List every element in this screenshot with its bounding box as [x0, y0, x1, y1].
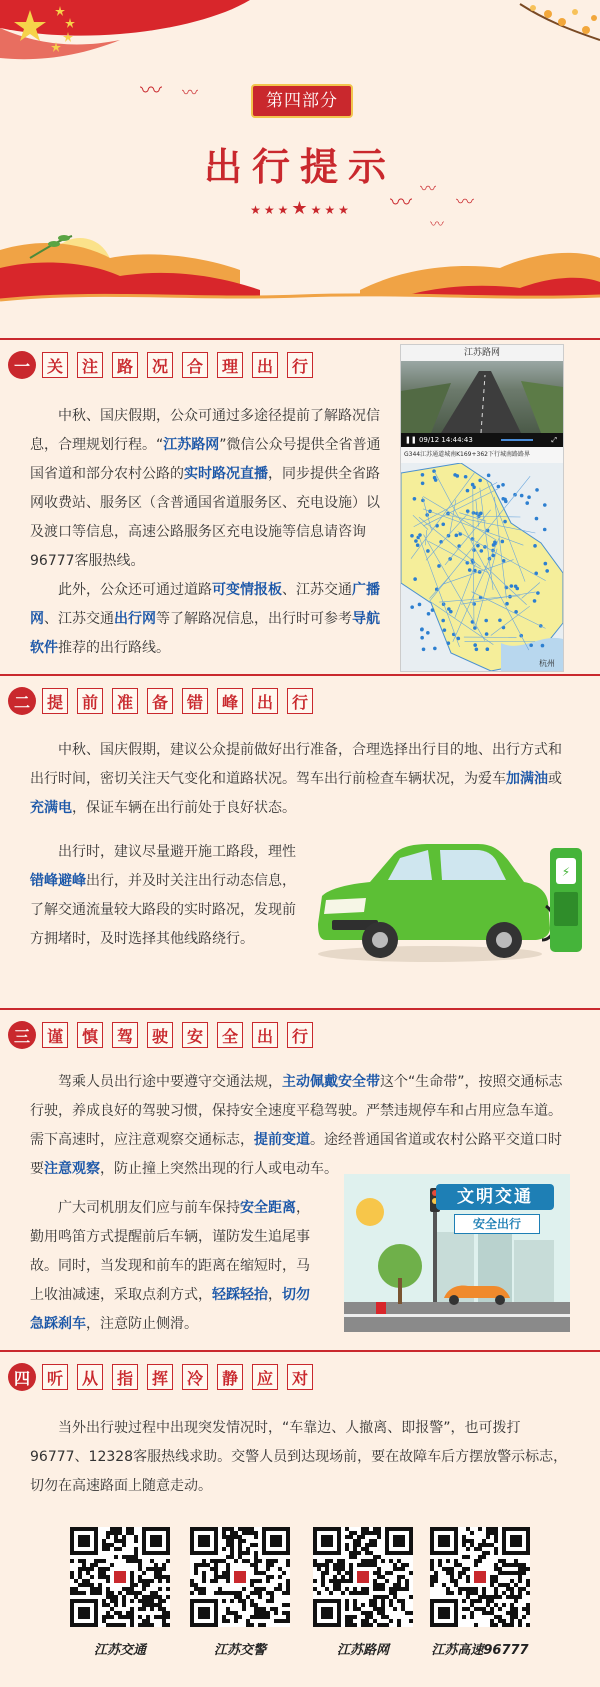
section-heading: [8, 686, 322, 716]
highlight-text: 广播网: [30, 582, 380, 627]
section-heading: [8, 1362, 322, 1392]
highlight-text: 可变情报板: [212, 582, 282, 598]
paragraph: 当外出行驶过程中出现突发情况时，“车靠边、人撤离、即报警”，也可拨打96777、12328客服热线求助。交警人员到达现场前，要在故障车后方摆放警示标志，切勿在高速路面上随意走动。: [30, 1420, 568, 1494]
heading-char: 错: [182, 688, 208, 714]
paragraph: 广大司机朋友们应与前车保持安全距离，勤用鸣笛方式提醒前后车辆，谨防发生追尾事故。同时，当发现和前车的距离在缩短时，马上收油减速，采取点刹方式，轻踩轻抬，切勿急踩刹车，注意防止侧滑。: [30, 1200, 310, 1332]
heading-char: 驶: [147, 1022, 173, 1048]
page-title: 出行提示: [203, 145, 396, 189]
heading-char: 出: [252, 1022, 278, 1048]
qr-label: 江苏交通: [93, 1643, 146, 1658]
heading-char: 指: [112, 1364, 138, 1390]
bird-icon: 〰: [420, 179, 437, 198]
svg-text:⚡: ⚡: [561, 865, 571, 879]
pause-icon[interactable]: ❚❚: [405, 436, 417, 444]
heading-char: 行: [287, 352, 313, 378]
heading-char: 驾: [112, 1022, 138, 1048]
heading-char: 关: [42, 352, 68, 378]
heading-char: 行: [287, 1022, 313, 1048]
phone-screenshot: [400, 344, 564, 672]
heading-char: 从: [77, 1364, 103, 1390]
decorative-stars: ★★★★★★★: [250, 198, 352, 219]
paragraph: 驾乘人员出行途中要遵守交通法规，主动佩戴安全带这个“生命带”，按照交通标志行驶，养成良好的驾驶习惯，保持安全速度平稳驾驶。严禁违规停车和占用应急车道。需下高速时，应注意观察交通标志，提前变道。途经普通国省道或农村公路平交道口时要注意观察，防止撞上突然出现的行人或电动车。: [30, 1074, 563, 1177]
heading-char: 应: [252, 1364, 278, 1390]
highlight-text: 安全距离: [240, 1200, 296, 1216]
heading-char: 谨: [42, 1022, 68, 1048]
video-caption: G344江苏通道城南K169+362下行城南路路界: [401, 447, 563, 463]
paragraph: 中秋、国庆假期，建议公众提前做好出行准备，合理选择出行目的地、出行方式和出行时间，密切关注天气变化和道路状况。驾车出行前检查车辆状况，为爱车加满油或充满电，保证车辆在出行前处于良好状态。: [30, 742, 562, 816]
section-stagger-travel: [0, 674, 600, 1010]
live-video: [401, 361, 563, 433]
section-heading-chars: [42, 352, 322, 378]
highlight-text: 出行网: [114, 611, 156, 627]
paragraph: 中秋、国庆假期，公众可通过多途径提前了解路况信息，合理规划行程。“江苏路网”微信公众号提供全省普通国省道和部分农村公路的实时路况直播，同步提供全省路网收费站、服务区（含普通国省道服务区、充电设施）以及渡口等信息，高速公路服务区充电设施等信息请咨询96777客服热线。: [30, 408, 381, 569]
highlight-text: 充满电: [30, 800, 72, 816]
heading-char: 路: [112, 352, 138, 378]
section-heading-chars: [42, 688, 322, 714]
bird-icon: 〰: [390, 191, 413, 216]
fullscreen-icon[interactable]: ⤢: [551, 436, 557, 444]
app-title: 江苏路网: [401, 345, 563, 361]
qr-label: 江苏高速96777: [431, 1643, 529, 1658]
heading-char: 峰: [217, 688, 243, 714]
heading-char: 备: [147, 688, 173, 714]
highlight-text: 主动佩戴安全带: [282, 1074, 380, 1090]
qr-code-icon[interactable]: [70, 1527, 170, 1627]
section-heading-chars: [42, 1364, 322, 1390]
section-number: 三: [8, 1021, 36, 1049]
highlight-text: 江苏路网: [163, 437, 220, 453]
poster-subtitle: 安全出行: [454, 1214, 540, 1234]
paragraph: 此外，公众还可通过道路可变情报板、江苏交通广播网、江苏交通出行网等了解路况信息，出行时可参考导航软件推荐的出行路线。: [30, 582, 380, 656]
section-number: 四: [8, 1363, 36, 1391]
highlight-text: 实时路况直播: [184, 466, 268, 482]
heading-char: 对: [287, 1364, 313, 1390]
volume-slider[interactable]: [501, 439, 533, 441]
heading-char: 听: [42, 1364, 68, 1390]
highlight-text: 加满油: [506, 771, 548, 787]
section-road-conditions: [0, 338, 600, 676]
heading-char: 准: [112, 688, 138, 714]
heading-char: 提: [42, 688, 68, 714]
qr-label: 江苏交警: [213, 1643, 266, 1658]
section-number: 二: [8, 687, 36, 715]
heading-char: 安: [182, 1022, 208, 1048]
highlight-text: 切勿急踩刹车: [30, 1287, 310, 1332]
highlight-text: 错峰避峰: [30, 873, 86, 889]
poster-title: 文明交通: [436, 1184, 554, 1210]
highlight-text: 注意观察: [44, 1161, 100, 1177]
bird-icon: 〰: [430, 217, 444, 233]
qr-label: 江苏路网: [336, 1643, 389, 1658]
heading-char: 行: [287, 688, 313, 714]
heading-char: 前: [77, 688, 103, 714]
section-follow-command: [0, 1350, 600, 1687]
part-label: 第四部分: [251, 84, 353, 118]
bird-icon: 〰: [182, 83, 199, 102]
heading-char: 挥: [147, 1364, 173, 1390]
heading-char: 出: [252, 688, 278, 714]
traffic-safety-poster: [344, 1174, 570, 1332]
road-network-map[interactable]: [401, 463, 563, 671]
section-heading: [8, 350, 322, 380]
qr-code-icon[interactable]: [313, 1527, 413, 1627]
highlight-text: 轻踩轻抬: [212, 1287, 268, 1303]
heading-char: 全: [217, 1022, 243, 1048]
qr-code-icon[interactable]: [430, 1527, 530, 1627]
header-banner: [0, 0, 600, 340]
map-city-label: 杭州: [539, 659, 555, 668]
heading-char: 理: [217, 352, 243, 378]
heading-char: 合: [182, 352, 208, 378]
heading-char: 静: [217, 1364, 243, 1390]
heading-char: 况: [147, 352, 173, 378]
bird-icon: 〰: [456, 192, 474, 213]
heading-char: 出: [252, 352, 278, 378]
section-number: 一: [8, 351, 36, 379]
qr-code-icon[interactable]: [190, 1527, 290, 1627]
electric-car-illustration: [310, 836, 590, 976]
heading-char: 注: [77, 352, 103, 378]
video-time: 09/12 14:44:43: [418, 436, 473, 444]
highlight-text: 提前变道: [254, 1132, 310, 1148]
section-heading: [8, 1020, 322, 1050]
section-heading-chars: [42, 1022, 322, 1048]
paragraph: 出行时，建议尽量避开施工路段，理性错峰避峰出行，并及时关注出行动态信息，了解交通流量较大路段的实时路况，发现前方拥堵时，及时选择其他线路绕行。: [30, 844, 296, 947]
highlight-text: 导航软件: [30, 611, 380, 656]
section-safe-driving: [0, 1008, 600, 1352]
video-controls[interactable]: [401, 433, 563, 447]
heading-char: 慎: [77, 1022, 103, 1048]
heading-char: 冷: [182, 1364, 208, 1390]
bird-icon: 〰: [140, 79, 163, 104]
